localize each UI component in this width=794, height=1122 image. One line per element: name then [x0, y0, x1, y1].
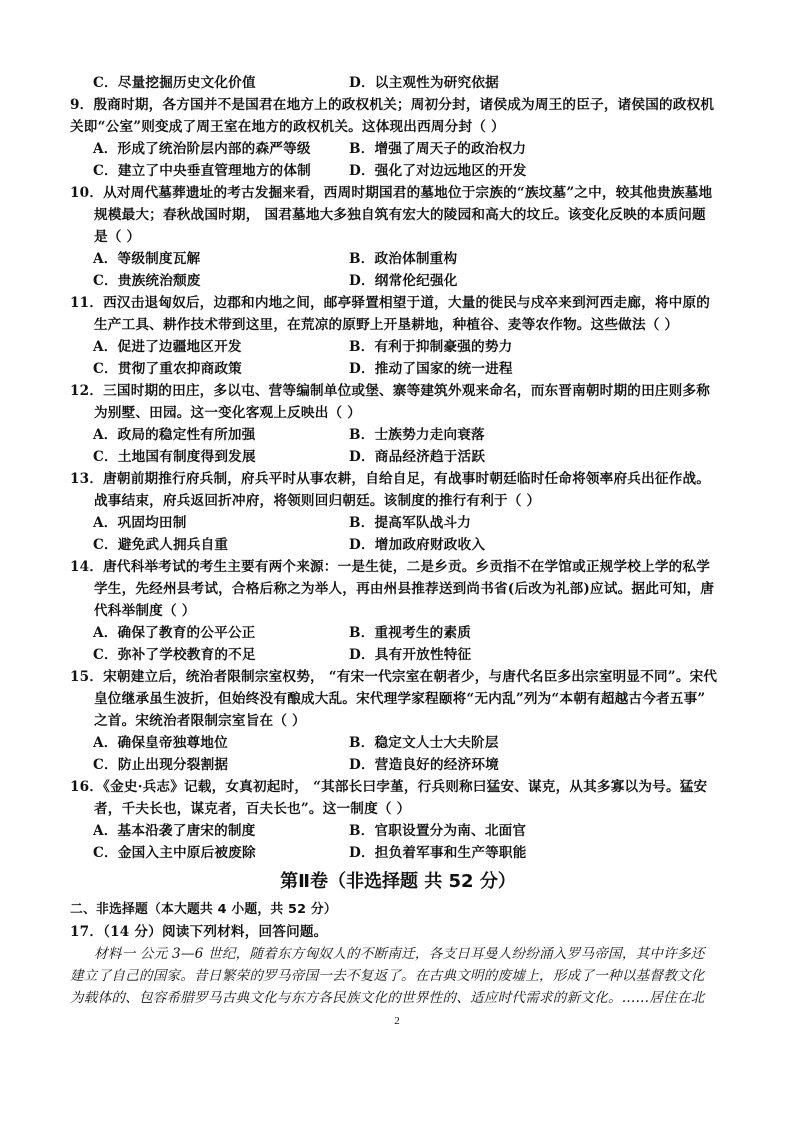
- exam-page: [70, 72, 726, 1009]
- q8-options-cd: [70, 72, 726, 94]
- q15-stem-line-1: 15．宋朝建立后，统治者限制宗室权势， “有宋一代宗室在朝者少，与唐代名臣多出宗室明显不同”。宋代: [70, 669, 718, 685]
- q9-option-b: B．增强了周天子的政治权力: [349, 141, 527, 157]
- q13-option-c: C．避免武人拥兵自重: [93, 537, 229, 553]
- q14-options-cd: [70, 644, 726, 666]
- q14-stem-line-2: 学生，先经州县考试，合格后称之为举人，再由州县推荐送到尚书省(后改为礼部)应试。据此可知，唐: [94, 581, 715, 597]
- q13-stem-line-1: 13．唐朝前期推行府兵制，府兵平时从事农耕，自给自足，有战事时朝廷临时任命将领率府兵出征作战。: [70, 471, 711, 487]
- q16-option-a: A．基本沿袭了唐宋的制度: [93, 823, 256, 839]
- q13-option-b: B．提高军队战斗力: [349, 515, 472, 531]
- q12-stem-line-1: 12．三国时期的田庄，多以屯、营等编制单位或堡、寨等建筑外观来命名，而东晋南朝时期的田庄则多称: [70, 383, 711, 399]
- q15-option-a: A．确保皇帝独尊地位: [93, 735, 228, 751]
- material-1-line-3: 为载体的、包容希腊罗马古典文化与东方各民族文化的世界性的、适应时代需求的新文化。……居住在北: [70, 990, 705, 1006]
- q12-option-c: C．土地国有制度得到发展: [93, 449, 256, 465]
- q10-stem-line-1: 10．从对周代墓葬遗址的考古发掘来看，西周时期国君的墓地位于宗族的“族坟墓”之中，较其他贵族墓地: [70, 185, 713, 201]
- q13-options-ab: [70, 512, 726, 534]
- q12-option-b: B．士族势力走向衰落: [349, 427, 485, 443]
- q10-options-ab: [70, 248, 726, 270]
- q9-option-d: D．强化了对边远地区的开发: [349, 163, 527, 179]
- q15-option-c: C．防止出现分裂割据: [93, 757, 229, 773]
- q16-option-c: C．金国入主中原后被废除: [93, 845, 256, 861]
- q10-options-cd: [70, 270, 726, 292]
- q8-option-c: C．尽量挖掘历史文化价值: [93, 75, 256, 91]
- q14-option-d: D．具有开放性特征: [349, 647, 472, 663]
- q10-option-b: B．政治体制重构: [349, 251, 458, 267]
- q12-stem-line-2: 为别墅、田园。这一变化客观上反映出（ ）: [94, 405, 362, 421]
- q11-option-d: D．推动了国家的统一进程: [349, 361, 513, 377]
- q11-stem-line-2: 生产工具、耕作技术带到这里，在荒凉的原野上开垦耕地，种植谷、麦等农作物。这些做法（ ）: [94, 317, 679, 333]
- q11-option-a: A．促进了边疆地区开发: [93, 339, 242, 355]
- q15-option-d: D．营造良好的经济环境: [349, 757, 499, 773]
- q11-options-ab: [70, 336, 726, 358]
- q13-option-d: D．增加政府财政收入: [349, 537, 486, 553]
- q12-option-a: A．政局的稳定性有所加强: [93, 427, 256, 443]
- material-1-line-2: 建立了自己的国家。昔日繁荣的罗马帝国一去不复返了。在古典文明的废墟上，形成了一种以基督教文化: [70, 968, 705, 984]
- q16-options-ab: [70, 820, 726, 842]
- q8-option-d: D．以主观性为研究依据: [349, 75, 499, 91]
- q17-stem: 17．（14 分）阅读下列材料，回答问题。: [70, 924, 328, 940]
- q13-options-cd: [70, 534, 726, 556]
- q14-option-c: C．弥补了学校教育的不足: [93, 647, 256, 663]
- q9-stem-line-1: 9．殷商时期，各方国并不是国君在地方上的政权机关；周初分封，诸侯成为周王的臣子，诸侯国的政权机: [70, 97, 715, 113]
- q10-option-c: C．贵族统治颓废: [93, 273, 201, 289]
- q12-option-d: D．商品经济趋于活跃: [349, 449, 486, 465]
- section-2-heading: 二、非选择题（本大题共 4 小题，共 52 分）: [70, 902, 337, 917]
- q10-stem-line-2: 规模最大；春秋战国时期， 国君墓地大多独自筑有宏大的陵园和高大的坟丘。该变化反映的本质问题: [94, 207, 706, 223]
- q15-options-ab: [70, 732, 726, 754]
- q9-stem-line-2: 关即“公室”则变成了周王室在地方的政权机关。这体现出西周分封（ ）: [70, 119, 505, 135]
- q14-stem-line-1: 14．唐代科举考试的考生主要有两个来源：一是生徒，二是乡贡。乡贡指不在学馆或正规学校上学的私学: [70, 559, 711, 575]
- q13-stem-line-2: 战事结束，府兵返回折冲府，将领则回归朝廷。该制度的推行有利于（ ）: [94, 493, 541, 509]
- q11-options-cd: [70, 358, 726, 380]
- q14-option-a: A．确保了教育的公平公正: [93, 625, 256, 641]
- q15-stem-line-3: 之首。宋统治者限制宗室旨在（ ）: [94, 713, 306, 729]
- q15-options-cd: [70, 754, 726, 776]
- page-number: 2: [394, 1015, 400, 1027]
- q14-options-ab: [70, 622, 726, 644]
- q9-options-cd: [70, 160, 726, 182]
- q12-options-cd: [70, 446, 726, 468]
- q10-option-a: A．等级制度瓦解: [93, 251, 201, 267]
- q16-option-b: B．官职设置分为南、北面官: [349, 823, 527, 839]
- q16-stem-line-2: 者，千夫长也，谋克者，百夫长也”。这一制度（ ）: [94, 801, 411, 817]
- material-1-line-1: 材料一 公元 3—6 世纪，随着东方匈奴人的不断南迁，各支日耳曼人纷纷涌入罗马帝国，其中许多还: [94, 946, 705, 962]
- q11-stem-line-1: 11．西汉击退匈奴后，边郡和内地之间，邮亭驿置相望于道，大量的徙民与戍卒来到河西走廊，将中原的: [70, 295, 711, 311]
- q15-stem-line-2: 皇位继承虽生波折，但始终没有酿成大乱。宋代理学家程颐将“无内乱”列为“本朝有超越古今者五事”: [94, 691, 706, 707]
- q10-stem-line-3: 是（ ）: [94, 229, 141, 245]
- q14-stem-line-3: 代科举制度（ ）: [94, 603, 196, 619]
- q9-options-ab: [70, 138, 726, 160]
- q12-options-ab: [70, 424, 726, 446]
- q11-option-b: B．有利于抑制豪强的势力: [349, 339, 513, 355]
- q16-option-d: D．担负着军事和生产等职能: [349, 845, 527, 861]
- part-2-title: 第Ⅱ卷（非选择题 共 52 分）: [280, 871, 516, 892]
- q10-option-d: D．纲常伦纪强化: [349, 273, 458, 289]
- q9-option-c: C．建立了中央垂直管理地方的体制: [93, 163, 311, 179]
- q13-option-a: A．巩固均田制: [93, 515, 187, 531]
- q9-option-a: A．形成了统治阶层内部的森严等级: [93, 141, 311, 157]
- q11-option-c: C．贯彻了重农抑商政策: [93, 361, 242, 377]
- q14-option-b: B．重视考生的素质: [349, 625, 472, 641]
- q16-options-cd: [70, 842, 726, 864]
- q15-option-b: B．稳定文人士大夫阶层: [349, 735, 499, 751]
- q16-stem-line-1: 16．《金史·兵志》记载，女真初起时， “其部长曰孛堇，行兵则称曰猛安、谋克，从其多寡以为号。猛安: [70, 779, 708, 795]
